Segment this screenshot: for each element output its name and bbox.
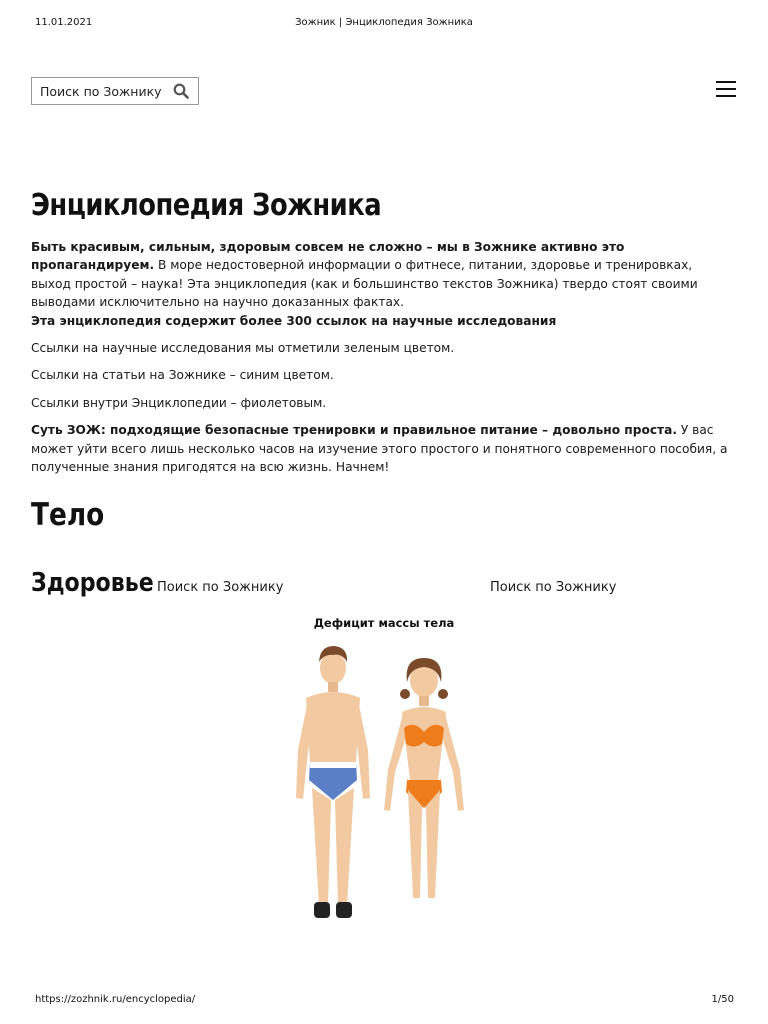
- menu-bar: [716, 81, 736, 83]
- intro-content: [31, 238, 731, 476]
- male-figure: [296, 646, 370, 918]
- print-date: 11.01.2021: [35, 17, 93, 28]
- intro-lead-text: В море недостоверной информации о фитнесе, питании, здоровье и тренировках, выход простой – наука! Эта энциклопедия (как и большинство текстов Зожника) твердо стоят своими выводами исключительно на научно доказанных фактах.: [31, 258, 698, 310]
- section-heading-body: Тело: [31, 497, 105, 533]
- menu-bar: [716, 88, 736, 90]
- references-note-bold: Эта энциклопедия содержит более 300 ссылок на научные исследования: [31, 313, 557, 328]
- search-box[interactable]: [31, 77, 199, 105]
- search-label: Поиск по Зожнику: [490, 580, 617, 595]
- note-violet-links: Ссылки внутри Энциклопедии – фиолетовым.: [31, 395, 327, 410]
- female-figure: [384, 658, 464, 898]
- search-icon[interactable]: [173, 83, 189, 99]
- note-green-links: Ссылки на научные исследования мы отметили зеленым цветом.: [31, 341, 455, 356]
- search-input[interactable]: [40, 84, 172, 99]
- references-note: [31, 312, 731, 330]
- menu-bar: [716, 95, 736, 97]
- figure-caption: Дефицит массы тела: [313, 616, 455, 630]
- search-label: Поиск по Зожнику: [157, 580, 284, 595]
- hamburger-menu-icon[interactable]: [716, 81, 736, 99]
- print-document-title: Зожник | Энциклопедия Зожника: [295, 17, 473, 28]
- page-number: 1/50: [711, 994, 734, 1005]
- note-blue-links: Ссылки на статьи на Зожнике – синим цветом.: [31, 368, 334, 383]
- intro-lead-bold: Быть красивым, сильным, здоровым совсем не сложно – мы в Зожнике активно это пропагандируем.: [31, 240, 625, 273]
- underweight-body-illustration: [284, 640, 484, 925]
- print-url: https://zozhnik.ru/encyclopedia/: [35, 994, 196, 1005]
- print-header: [0, 17, 768, 31]
- intro-paragraph: [31, 238, 731, 312]
- section-heading-health: Здоровье: [31, 568, 154, 598]
- essence-paragraph: [31, 421, 731, 476]
- essence-text: У вас может уйти всего лишь несколько часов на изучение этого простого и понятного современного пособия, а полученные знания пригодятся на всю жизнь. Начнем!: [31, 423, 728, 475]
- page-title: Энциклопедия Зожника: [31, 188, 382, 223]
- essence-bold: Суть ЗОЖ: подходящие безопасные тренировки и правильное питание – довольно проста.: [31, 423, 677, 438]
